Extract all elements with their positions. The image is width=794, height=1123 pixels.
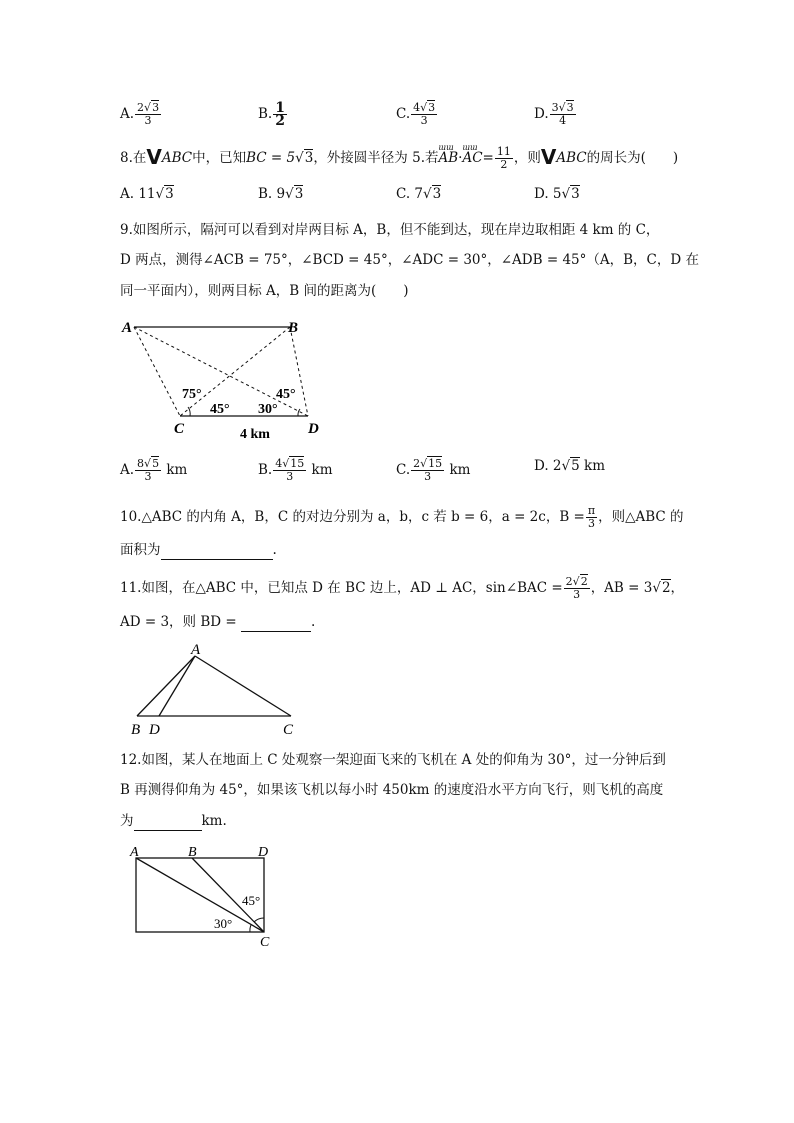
q9-angle-30: 30° xyxy=(258,402,278,417)
q12-label-d: D xyxy=(258,845,269,860)
q12-label-b: B xyxy=(188,845,197,860)
q9-angle-45-c: 45° xyxy=(210,402,230,417)
q10-line-2: 面积为 . xyxy=(120,542,277,558)
q12-angle-45: 45° xyxy=(242,893,261,908)
q9-angle-45-d: 45° xyxy=(276,387,296,402)
q11-label-d: D xyxy=(149,722,160,738)
q7-option-a[interactable]: A. $\frac{2√3}{3}$ xyxy=(120,101,160,127)
q9-figure xyxy=(118,315,338,445)
q11-label-a: A xyxy=(191,642,201,658)
q9-distance: 4 km xyxy=(240,427,270,442)
q12-label-c: C xyxy=(260,935,270,950)
q12-label-a: A xyxy=(130,845,139,860)
q12-angle-30: 30° xyxy=(214,916,233,931)
q9-label-c: C xyxy=(174,421,185,437)
q8-option-c[interactable]: C. 7√3 xyxy=(396,186,442,202)
q12-line-3: 为 km. xyxy=(120,813,227,829)
q10-answer-blank[interactable] xyxy=(161,545,273,560)
q11-line-1: 11.如图，在△ABC 中，已知点 D 在 BC 边上，AD ⊥ AC，sin∠BAC = $\frac{2√2}{3}$ ，AB = 3√2， xyxy=(120,575,685,601)
q9-label-b: B xyxy=(288,320,299,336)
q12-line-2: B 再测得仰角为 45°，如果该飞机以每小时 450km 的速度沿水平方向飞行，则飞机的高度 xyxy=(120,782,664,798)
q11-label-c: C xyxy=(283,722,294,738)
q9-angle-75: 75° xyxy=(182,387,202,402)
q10-line-1: 10.△ABC 的内角 A，B，C 的对边分别为 a，b，c 若 b = 6，a = 2c，B = $\frac{\pi}{3}$ ，则△ABC 的 xyxy=(120,504,684,530)
q8-stem: 8.在VABC中，已知BC = 5√3，外接圆半径为 5.若ɯɯ AB·ɯɯ AC= $\frac{11}{2}$ ，则VABC的周长为( ) xyxy=(120,146,678,171)
q7-option-c[interactable]: C. $\frac{4√3}{3}$ xyxy=(396,101,436,127)
q12-answer-blank[interactable] xyxy=(134,816,202,831)
q8-option-a[interactable]: A. 11√3 xyxy=(120,186,174,202)
q9-label-a: A xyxy=(122,320,133,336)
q9-label-d: D xyxy=(308,421,319,437)
q11-figure xyxy=(125,640,305,740)
q7-option-b[interactable]: B. $\frac{1}{2}$ xyxy=(258,100,285,129)
q11-line-2: AD = 3，则 BD = . xyxy=(120,614,316,630)
q9-option-b[interactable]: B. $\frac{4√15}{3}$ km xyxy=(258,457,333,483)
q8-option-b[interactable]: B. 9√3 xyxy=(258,186,304,202)
q9-option-c[interactable]: C. $\frac{2√15}{3}$ km xyxy=(396,457,471,483)
q11-answer-blank[interactable] xyxy=(241,617,311,632)
q12-line-1: 12.如图，某人在地面上 C 处观察一架迎面飞来的飞机在 A 处的仰角为 30°，过一分钟后到 xyxy=(120,752,666,768)
q9-option-a[interactable]: A. $\frac{8√5}{3}$ km xyxy=(120,457,188,483)
q12-figure xyxy=(126,842,286,952)
q9-option-d[interactable]: D. 2√5 km xyxy=(534,458,605,474)
q9-line-1: 9.如图所示，隔河可以看到对岸两目标 A，B，但不能到达，现在岸边取相距 4 km 的 C， xyxy=(120,222,660,238)
q11-label-b: B xyxy=(131,722,141,738)
q9-line-2: D 两点，测得∠ACB = 75°，∠BCD = 45°，∠ADC = 30°，∠ADB = 45°（A，B，C，D 在 xyxy=(120,252,699,268)
q8-option-d[interactable]: D. 5√3 xyxy=(534,186,580,202)
q9-line-3: 同一平面内），则两目标 A，B 间的距离为( ) xyxy=(120,283,409,299)
q7-option-d[interactable]: D. $\frac{3√3}{4}$ xyxy=(534,101,574,127)
